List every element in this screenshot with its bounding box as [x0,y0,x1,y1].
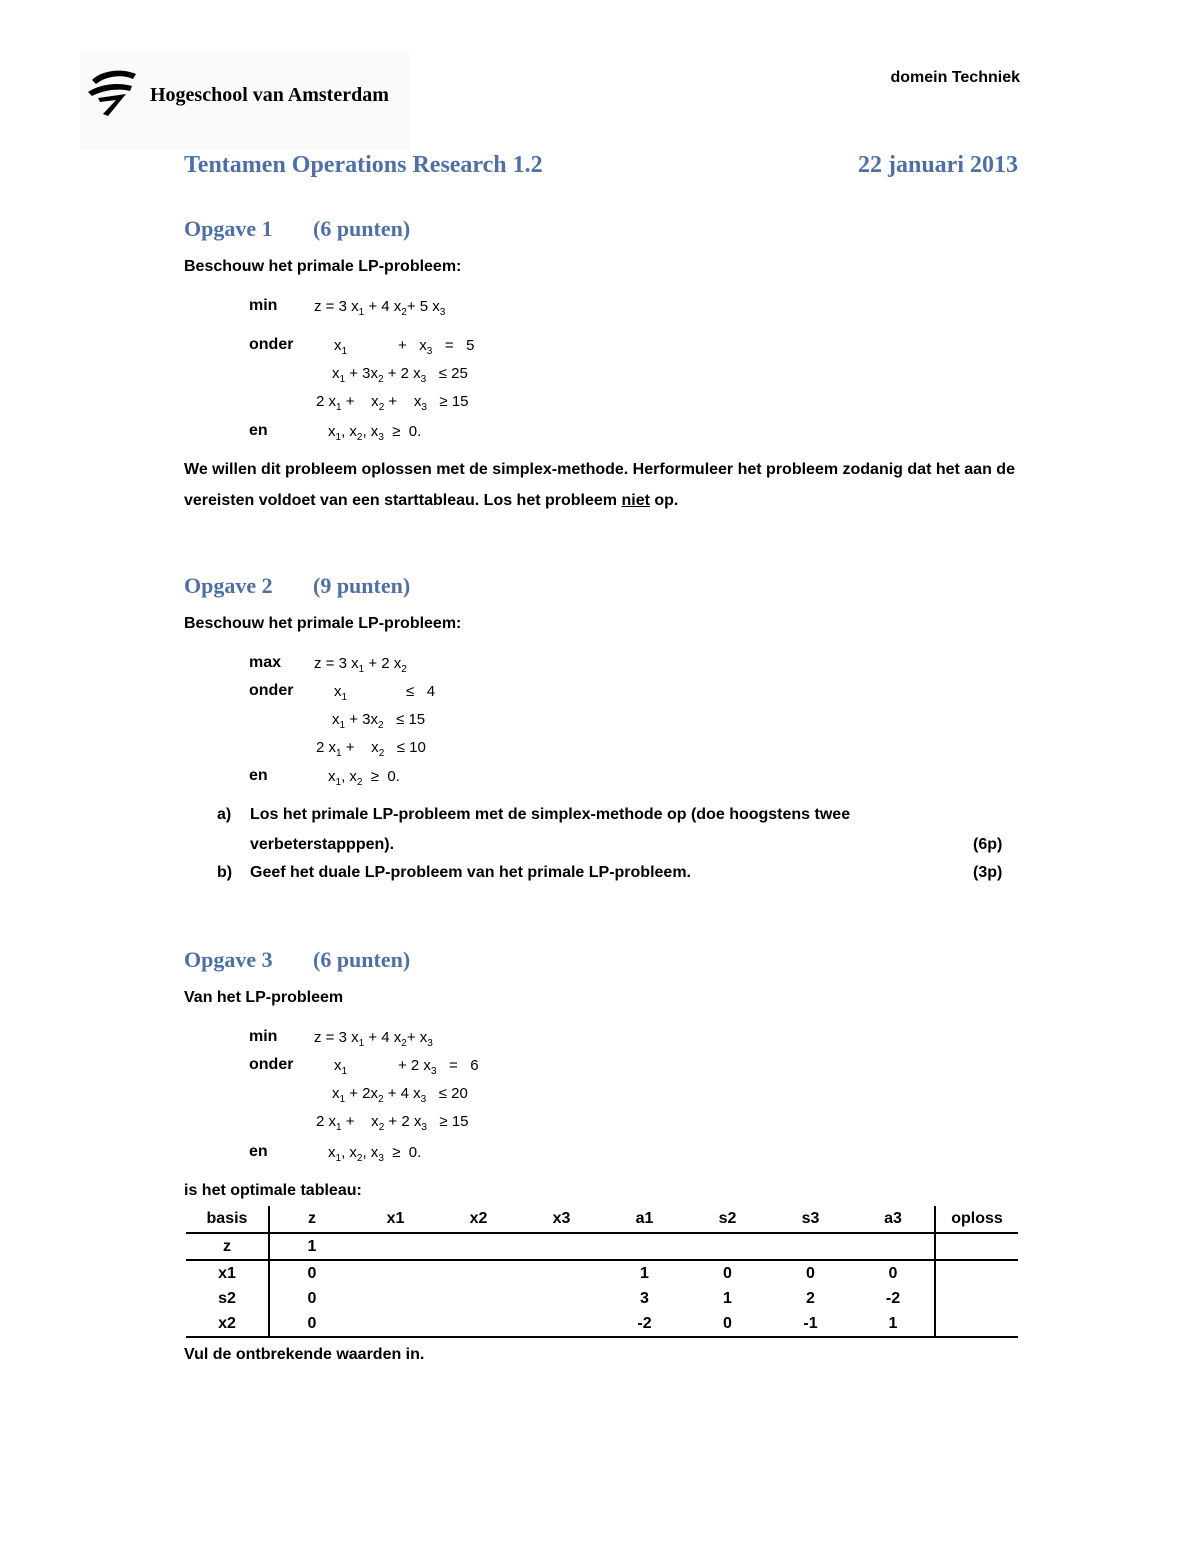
q1-constraint-1: $x_1$ [334,337,348,357]
table-cell [520,1260,603,1286]
q3-kw-en: en [249,1143,268,1160]
table-cell: x1 [186,1260,269,1286]
col-x3: x3 [520,1206,603,1233]
q3-constraint-2: $x_1 + 2x_2 + 4$ $x_3 \le 20$ [332,1085,468,1105]
q2-b-text: Geef het duale LP-probleem van het primale LP-probleem. [250,864,691,881]
q3-objective: z = 3 $x_1 + 4$ $x_2+ x_3$ [314,1029,433,1049]
q3-heading [184,947,411,973]
q3-constraint-3: 2 $x_1$ + $x_2 + 2$ $x_3 \ge 15$ [316,1113,469,1133]
exam-date: 22 januari 2013 [857,152,1018,178]
col-basis: basis [186,1206,269,1233]
col-a1: a1 [603,1206,686,1233]
table-cell [437,1311,520,1337]
q2-constraint-3: 2 $x_1$ + $x_2 \le 10$ [316,739,426,759]
q1-objective: z = 3 $x_1 + 4$ $x_2+ 5$ $x_3$ [314,298,446,318]
q1-constraint-3: 2 $x_1$ + $x_2$ + $x_3 \ge 15$ [316,393,469,413]
table-row [186,1260,1018,1286]
q1-kw-min: min [249,297,278,314]
table-cell: 0 [852,1260,935,1286]
q2-b-points: (3p) [973,864,1003,881]
table-cell: -2 [603,1311,686,1337]
table-cell [603,1233,686,1260]
q2-b-label: b) [217,864,233,881]
q2-intro: Beschouw het primale LP-probleem: [184,615,462,632]
table-row [186,1311,1018,1337]
table-cell: x2 [186,1311,269,1337]
col-z: z [269,1206,354,1233]
q2-a-label: a) [217,806,232,823]
table-cell: 0 [307,1289,317,1307]
q1-title: Opgave 1 [184,216,273,241]
table-cell [686,1233,769,1260]
q2-constraint-1b: ≤ 4 [406,683,436,700]
col-oploss: oploss [935,1206,1018,1233]
q3-nonneg: $x_1$, $x_2$, $x_3 \ge 0$. [328,1144,422,1164]
q2-kw-max: max [249,654,282,671]
table-cell: 1 [640,1264,649,1282]
table-cell: s2 [186,1286,269,1311]
page-title: Tentamen Operations Research 1.2 [184,152,543,178]
table-cell: -1 [769,1311,852,1337]
table-cell: 0 [686,1311,769,1337]
q3-intro: Van het LP-probleem [184,989,344,1006]
q2-nonneg: $x_1$, $x_2 \ge 0$. [328,768,400,788]
table-cell: 1 [852,1311,935,1337]
q3-points: (6 punten) [313,947,411,972]
q2-heading [184,573,411,599]
q2-constraint-2: $x_1 + 3x_2 \le 15$ [332,711,426,731]
q2-a-points: (6p) [973,836,1003,853]
table-cell [520,1233,603,1260]
domain-label: domein Techniek [890,69,1020,86]
table-cell [520,1311,603,1337]
q2-a-line1: Los het primale LP-probleem met de simplex-methode op (doe hoogstens twee [250,806,851,823]
q3-outro: Vul de ontbrekende waarden in. [184,1346,425,1363]
q3-constraint-1: $x_1$ [334,1057,348,1077]
table-cell [354,1286,437,1311]
col-s2: s2 [686,1206,769,1233]
q3-title: Opgave 3 [184,947,273,972]
table-cell [354,1260,437,1286]
q1-points: (6 punten) [313,216,411,241]
tableau-header-row [186,1206,1018,1233]
logo-text: Hogeschool van Amsterdam [150,84,389,106]
q1-heading [184,216,411,242]
table-row [186,1286,1018,1311]
col-x1: x1 [354,1206,437,1233]
table-cell: 1 [723,1289,732,1307]
q2-constraint-1: $x_1$ [334,683,348,703]
q1-intro: Beschouw het primale LP-probleem: [184,258,462,275]
q2-title: Opgave 2 [184,573,273,598]
table-cell [354,1233,437,1260]
q1-nonneg: $x_1$, $x_2$, $x_3 \ge 0$. [328,423,422,443]
q1-kw-onder: onder [249,336,294,353]
q1-constraint-2: $x_1 + 3x_2 + 2$ $x_3 \le 25$ [332,365,468,385]
table-cell [354,1311,437,1337]
table-cell [935,1286,1018,1311]
table-cell: 1 [269,1233,354,1260]
q2-kw-en: en [249,767,268,784]
table-cell [935,1311,1018,1337]
q3-kw-min: min [249,1028,278,1045]
col-a3: a3 [852,1206,935,1233]
table-cell [935,1233,1018,1260]
table-cell: 0 [723,1264,732,1282]
table-cell: 0 [307,1264,317,1282]
q2-a-line2: verbeterstapppen). [250,836,395,853]
table-cell [437,1286,520,1311]
table-row [186,1233,1018,1260]
table-cell [437,1260,520,1286]
table-cell: 2 [806,1289,815,1307]
table-cell: -2 [852,1286,935,1311]
table-cell [769,1233,852,1260]
q1-kw-en: en [249,422,268,439]
col-x2: x2 [437,1206,520,1233]
q3-kw-onder: onder [249,1056,294,1073]
q2-points: (9 punten) [313,573,411,598]
table-cell [935,1260,1018,1286]
q3-tableau-intro: is het optimale tableau: [184,1182,362,1199]
q1-constraint-1b: + $x_3 = 5$ [398,337,475,357]
table-cell: z [186,1233,269,1260]
table-cell [852,1233,935,1260]
q3-constraint-1b: + 2 $x_3 = 6$ [398,1057,479,1077]
table-cell [520,1286,603,1311]
table-cell: 3 [640,1289,649,1307]
q2-objective: z = 3 $x_1 + 2$ $x_2$ [314,655,407,675]
q2-kw-onder: onder [249,682,294,699]
q1-instruction: We willen dit probleem oplossen met de simplex-methode. Herformuleer het probleem zodanig dat het aan de vereisten voldoet van een starttableau. Los het probleem niet op. [184,461,1015,509]
table-cell: 0 [269,1311,354,1337]
table-cell: 0 [806,1264,815,1282]
col-s3: s3 [769,1206,852,1233]
emphasis-niet: niet [621,492,650,509]
table-cell [437,1233,520,1260]
optimal-tableau [186,1206,1018,1338]
hva-logo-icon [86,68,140,118]
